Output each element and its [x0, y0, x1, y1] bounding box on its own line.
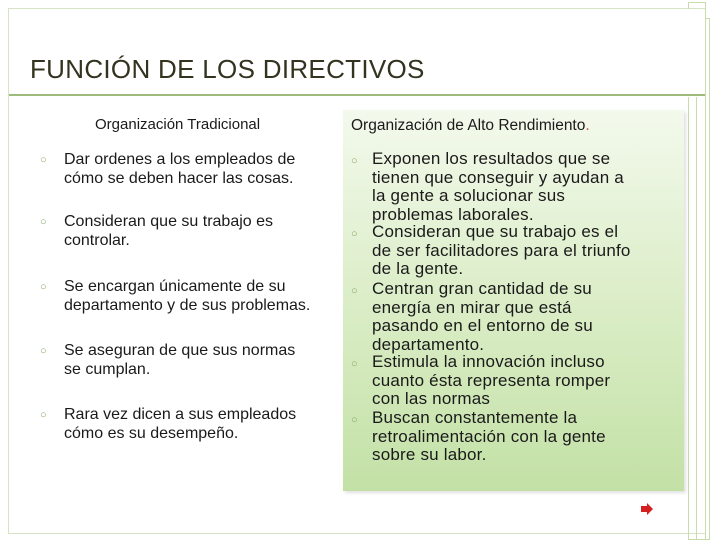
item-line: de ser facilitadores para el triunfo [372, 240, 631, 260]
slide-title: FUNCIÓN DE LOS DIRECTIVOS [30, 54, 425, 84]
item-line: Dar ordenes a los empleados de [64, 151, 296, 168]
circle-bullet-icon: ○ [351, 228, 358, 240]
circle-bullet-icon: ○ [351, 358, 358, 370]
right-heading-text: Organización de Alto Rendimiento [351, 117, 586, 134]
item-line: Estimula la innovación incluso [372, 352, 605, 371]
item-line: Buscan constantemente la [372, 408, 578, 427]
circle-bullet-icon: ○ [40, 409, 47, 421]
right-list-item [372, 150, 624, 224]
circle-bullet-icon: ○ [40, 216, 47, 228]
item-line: departamento. [372, 334, 485, 354]
item-line: pasando en el entorno de su [372, 316, 593, 335]
left-list-item [64, 212, 273, 250]
item-line: energía en mirar que está [372, 297, 572, 317]
right-column-heading [351, 117, 590, 135]
right-list-item [372, 223, 631, 279]
item-line: con las normas [372, 389, 491, 408]
circle-bullet-icon: ○ [351, 285, 358, 297]
item-line: cómo se deben hacer las cosas. [64, 170, 294, 187]
left-list-item [64, 341, 295, 379]
left-list-item [64, 405, 296, 443]
right-list-item [372, 280, 593, 354]
right-list-item [372, 353, 610, 409]
item-line: se cumplan. [64, 361, 151, 378]
item-line: Centran gran cantidad de su [372, 279, 592, 298]
item-line: cuanto ésta representa romper [372, 370, 611, 390]
next-arrow-icon[interactable] [640, 502, 654, 516]
item-line: tienen que conseguir y ayudan a [372, 167, 624, 187]
item-line: Se encargan únicamente de su [64, 278, 286, 295]
item-line: la gente a solucionar sus [372, 186, 566, 205]
item-line: Consideran que su trabajo es [64, 213, 274, 230]
left-list-item [64, 277, 310, 315]
item-line: cómo es su desempeño. [64, 425, 239, 442]
right-list-item [372, 409, 606, 465]
circle-bullet-icon: ○ [351, 414, 358, 426]
item-line: Exponen los resultados que se [372, 149, 611, 168]
item-line: sobre su labor. [372, 445, 487, 464]
title-divider [9, 94, 705, 96]
item-line: problemas laborales. [372, 204, 534, 224]
circle-bullet-icon: ○ [351, 155, 358, 167]
left-column-heading: Organización Tradicional [95, 116, 261, 133]
item-line: departamento y de sus problemas. [64, 297, 311, 314]
heading-dot: . [585, 117, 590, 134]
circle-bullet-icon: ○ [40, 281, 47, 293]
item-line: controlar. [64, 232, 130, 249]
left-list-item [64, 150, 295, 188]
item-line: Consideran que su trabajo es el [372, 222, 619, 241]
item-line: Rara vez dicen a sus empleados [64, 406, 297, 423]
item-line: retroalimentación con la gente [372, 426, 606, 446]
circle-bullet-icon: ○ [40, 154, 47, 166]
item-line: Se aseguran de que sus normas [64, 342, 296, 359]
item-line: de la gente. [372, 259, 464, 278]
circle-bullet-icon: ○ [40, 345, 47, 357]
